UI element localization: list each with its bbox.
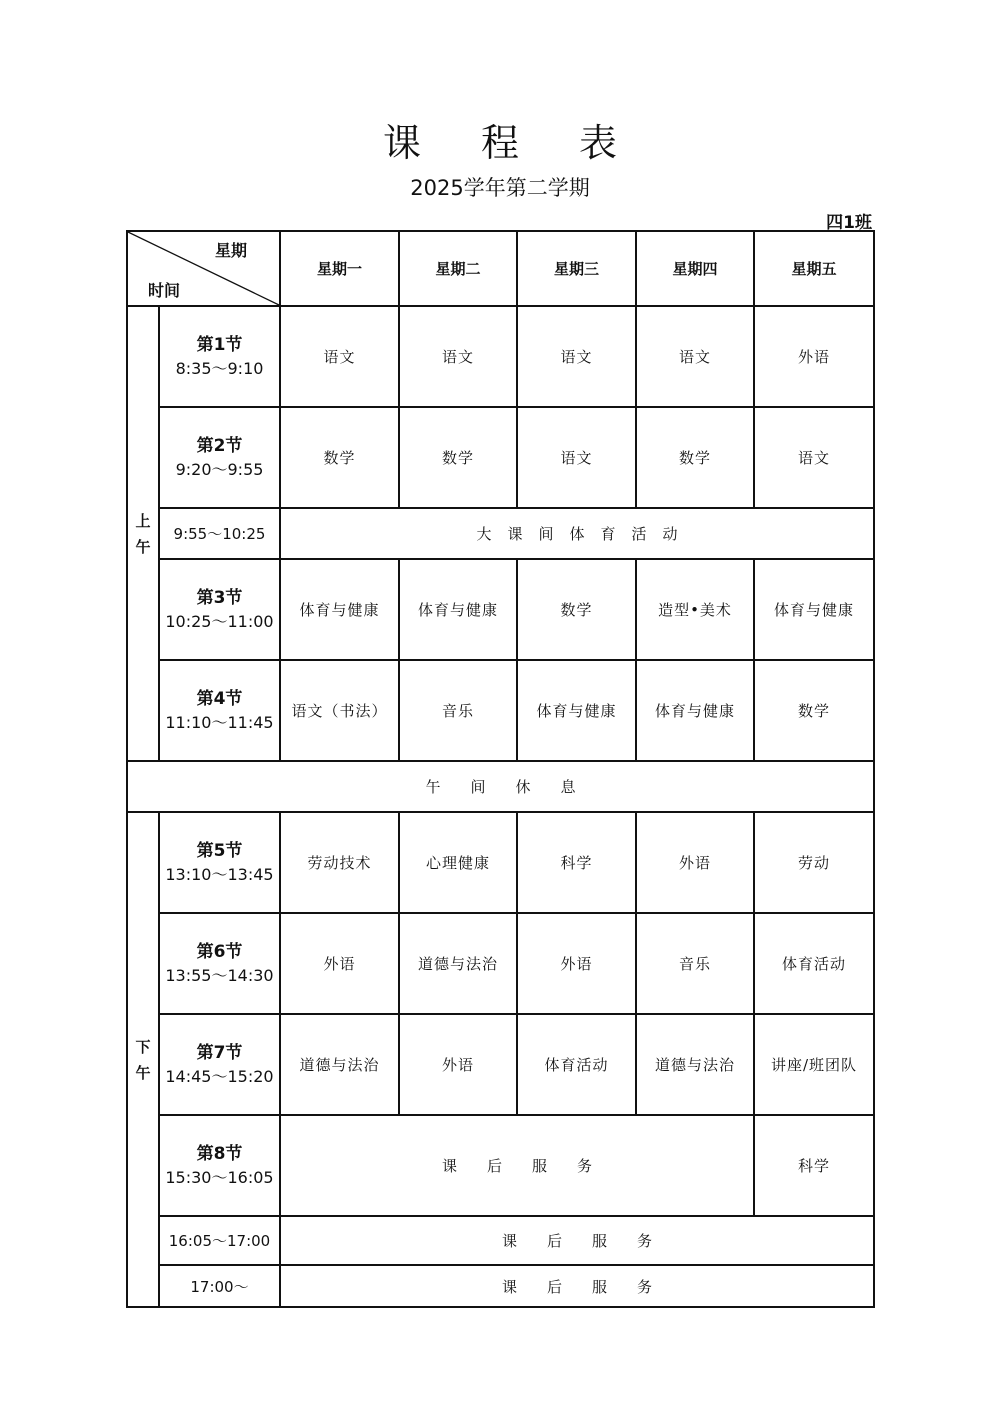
subject-cell: 外语 [754, 306, 874, 407]
after-school-service: 课后服务 [280, 1265, 874, 1307]
subject-cell: 体育活动 [517, 1014, 636, 1115]
period-name: 第7节 [196, 1042, 243, 1063]
subject-cell: 数学 [517, 559, 636, 660]
subject-cell: 语文 [636, 306, 754, 407]
period-cell-2 [159, 407, 280, 508]
subject-cell: 数学 [399, 407, 517, 508]
subject-cell: 体育与健康 [517, 660, 636, 761]
period-name: 第1节 [196, 334, 243, 355]
period-name: 第2节 [196, 435, 243, 456]
semester-subtitle: 2025学年第二学期 [410, 176, 590, 200]
period-cell-8 [159, 1115, 280, 1216]
subject-cell: 语文（书法） [280, 660, 399, 761]
subject-cell: 数学 [280, 407, 399, 508]
page-title: 课程表 [382, 121, 677, 165]
subject-cell: 科学 [517, 812, 636, 913]
period-time: 11:10～11:45 [165, 712, 274, 732]
subject-cell: 语文 [754, 407, 874, 508]
period-time: 15:30～16:05 [165, 1167, 274, 1187]
service-row-2 [127, 1265, 874, 1307]
subject-cell: 体育与健康 [754, 559, 874, 660]
period-row-4 [127, 660, 874, 761]
subject-cell: 劳动 [754, 812, 874, 913]
subject-cell: 外语 [399, 1014, 517, 1115]
subject-cell: 语文 [399, 306, 517, 407]
after-school-service: 课后服务 [280, 1115, 754, 1216]
period-row-7 [127, 1014, 874, 1115]
corner-cell [127, 231, 280, 306]
morning-label-text: 上 午 [135, 511, 151, 556]
service-time: 16:05～17:00 [159, 1216, 280, 1265]
period-name: 第4节 [196, 688, 243, 709]
corner-week-label: 星期 [214, 241, 247, 260]
subject-cell: 音乐 [399, 660, 517, 761]
period-name: 第8节 [196, 1143, 243, 1164]
corner-time-label: 时间 [148, 281, 181, 300]
period-row-1 [127, 306, 874, 407]
subject-cell: 道德与法治 [636, 1014, 754, 1115]
subject-cell: 数学 [636, 407, 754, 508]
subject-cell: 劳动技术 [280, 812, 399, 913]
subject-cell: 科学 [754, 1115, 874, 1216]
period-time: 14:45～15:20 [165, 1066, 274, 1086]
period-row-5 [127, 812, 874, 913]
period-name: 第5节 [196, 840, 243, 861]
subject-cell: 音乐 [636, 913, 754, 1014]
morning-label [127, 306, 159, 761]
period-cell-5 [159, 812, 280, 913]
day-header-mon: 星期一 [280, 231, 399, 306]
subject-cell: 语文 [517, 306, 636, 407]
period-time: 10:25～11:00 [165, 611, 274, 631]
period-name: 第3节 [196, 587, 243, 608]
subject-cell: 数学 [754, 660, 874, 761]
class-name: 四1班 [826, 213, 872, 233]
period-cell-6 [159, 913, 280, 1014]
lunch-row [127, 761, 874, 812]
day-header-fri: 星期五 [754, 231, 874, 306]
subject-cell: 体育与健康 [636, 660, 754, 761]
subject-cell: 外语 [636, 812, 754, 913]
subject-cell: 体育活动 [754, 913, 874, 1014]
subject-cell: 心理健康 [399, 812, 517, 913]
period-cell-1 [159, 306, 280, 407]
day-header-thu: 星期四 [636, 231, 754, 306]
period-cell-7 [159, 1014, 280, 1115]
period-row-8 [127, 1115, 874, 1216]
period-row-2 [127, 407, 874, 508]
subject-cell: 外语 [280, 913, 399, 1014]
subject-cell: 讲座/班团队 [754, 1014, 874, 1115]
period-row-6 [127, 913, 874, 1014]
period-cell-4 [159, 660, 280, 761]
subject-cell: 道德与法治 [399, 913, 517, 1014]
subject-cell: 体育与健康 [399, 559, 517, 660]
service-time: 17:00～ [159, 1265, 280, 1307]
period-time: 8:35～9:10 [175, 358, 264, 378]
timetable [126, 230, 875, 1308]
subject-cell: 体育与健康 [280, 559, 399, 660]
day-header-tue: 星期二 [399, 231, 517, 306]
period-row-3 [127, 559, 874, 660]
break-row [127, 508, 874, 559]
day-header-wed: 星期三 [517, 231, 636, 306]
subject-cell: 语文 [517, 407, 636, 508]
service-row-1 [127, 1216, 874, 1265]
subject-cell: 外语 [517, 913, 636, 1014]
afternoon-label [127, 812, 159, 1307]
break-time: 9:55～10:25 [159, 508, 280, 559]
subject-cell: 造型•美术 [636, 559, 754, 660]
period-time: 13:55～14:30 [165, 965, 274, 985]
lunch-break: 午间休息 [127, 761, 874, 812]
break-activity: 大课间体育活动 [280, 508, 874, 559]
period-time: 9:20～9:55 [175, 459, 264, 479]
header-row [127, 231, 874, 306]
period-time: 13:10～13:45 [165, 864, 274, 884]
subject-cell: 语文 [280, 306, 399, 407]
subject-cell: 道德与法治 [280, 1014, 399, 1115]
after-school-service: 课后服务 [280, 1216, 874, 1265]
period-name: 第6节 [196, 941, 243, 962]
period-cell-3 [159, 559, 280, 660]
afternoon-label-text: 下 午 [135, 1037, 151, 1082]
